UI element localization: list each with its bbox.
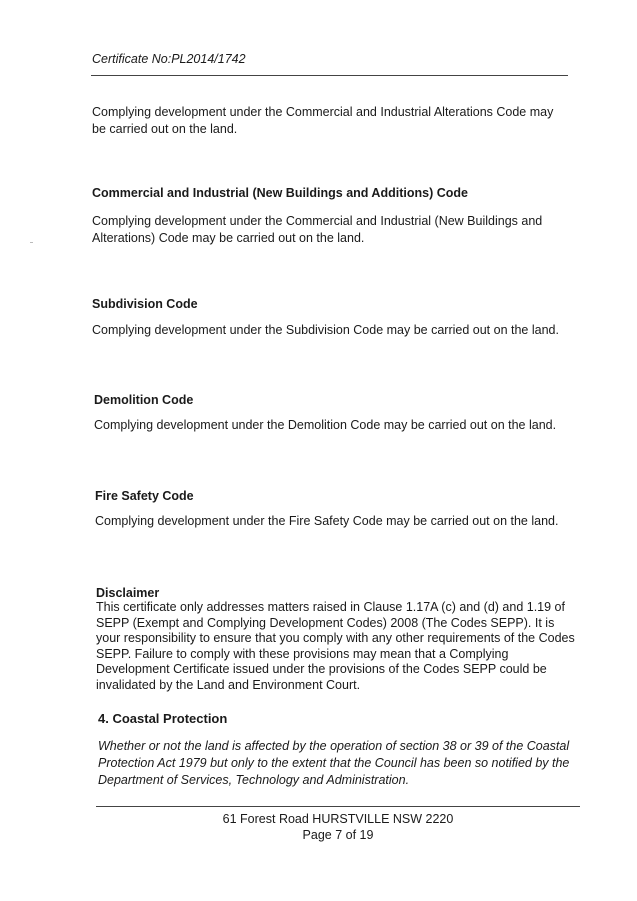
coastal-protection-body: Whether or not the land is affected by the operation of section 38 or 39 of the Coastal Protection Act 1979 but only to the extent that the Council has been so notified by the Department of Services, Technology and Administration. [98, 739, 570, 787]
certificate-number: Certificate No:PL2014/1742 [92, 52, 246, 66]
subdivision-body: Complying development under the Subdivision Code may be carried out on the land. [92, 323, 559, 337]
demolition-heading: Demolition Code [94, 393, 194, 407]
footer-address: 61 Forest Road HURSTVILLE NSW 2220 [222, 812, 454, 826]
coastal-protection-heading: 4. Coastal Protection [98, 711, 228, 726]
commercial-alterations-body: Complying development under the Commercial and Industrial Alterations Code may be carried out on the land. [92, 105, 554, 136]
footer-divider [96, 806, 580, 807]
disclaimer-body: This certificate only addresses matters raised in Clause 1.17A (c) and (d) and 1.19 of SEPP (Exempt and Complying Development Codes) 2008 (The Codes SEPP). It is your responsibility to ensure that you comply with any other requirements of the Codes SEPP. Failure to comply with these provisions may mean that a Complying Development Certificate issued under the provisions of the Codes SEPP could be invalidated by the Land and Environment Court. [96, 600, 575, 692]
fire-safety-body: Complying development under the Fire Safety Code may be carried out on the land. [95, 514, 559, 528]
page-number: Page 7 of 19 [302, 828, 374, 842]
fire-safety-heading: Fire Safety Code [95, 489, 194, 503]
disclaimer-heading: Disclaimer [96, 586, 160, 600]
commercial-new-buildings-heading: Commercial and Industrial (New Buildings and Additions) Code [92, 186, 468, 200]
demolition-body: Complying development under the Demolition Code may be carried out on the land. [94, 418, 557, 432]
header-divider [91, 75, 568, 76]
commercial-new-buildings-body: Complying development under the Commercial and Industrial (New Buildings and Alterations) Code may be carried out on the land. [92, 214, 543, 245]
subdivision-heading: Subdivision Code [92, 297, 198, 311]
margin-mark [30, 242, 33, 243]
